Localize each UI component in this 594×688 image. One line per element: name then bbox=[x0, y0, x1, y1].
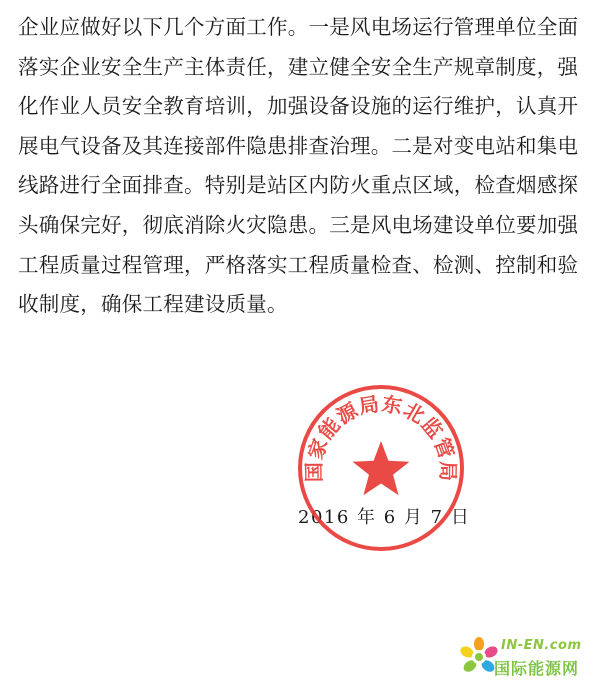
body-line: 落实企业安全生产主体责任，建立健全安全生产规章制度，强 bbox=[18, 54, 579, 79]
body-line: 企业应做好以下几个方面工作。一是风电场运行管理单位全面 bbox=[18, 15, 579, 39]
body-line: 头确保完好，彻底消除火灾隐患。三是风电场建设单位要加强 bbox=[18, 212, 579, 237]
watermark-cn: 国际能源网 bbox=[494, 659, 580, 678]
body-line: 展电气设备及其连接部件隐患排查治理。二是对变电站和集电 bbox=[18, 133, 579, 158]
document-body bbox=[18, 8, 584, 325]
body-line: 线路进行全面排查。特别是站区内防火重点区域，检查烟感探 bbox=[18, 173, 579, 198]
seal-text: 国家能源局东北监管局 bbox=[301, 391, 461, 483]
watermark bbox=[456, 634, 590, 684]
seal-star-icon bbox=[353, 441, 410, 495]
watermark-en: IN-EN.com bbox=[501, 638, 582, 653]
document-date: 2016 年 6 月 7 日 bbox=[298, 507, 471, 528]
body-line: 收制度，确保工程建设质量。 bbox=[18, 292, 288, 317]
official-seal-icon bbox=[296, 383, 466, 553]
body-line: 化作业人员安全教育培训，加强设备设施的运行维护，认真开 bbox=[18, 94, 579, 119]
body-line: 工程质量过程管理，严格落实工程质量检查、检测、控制和验 bbox=[18, 252, 579, 277]
